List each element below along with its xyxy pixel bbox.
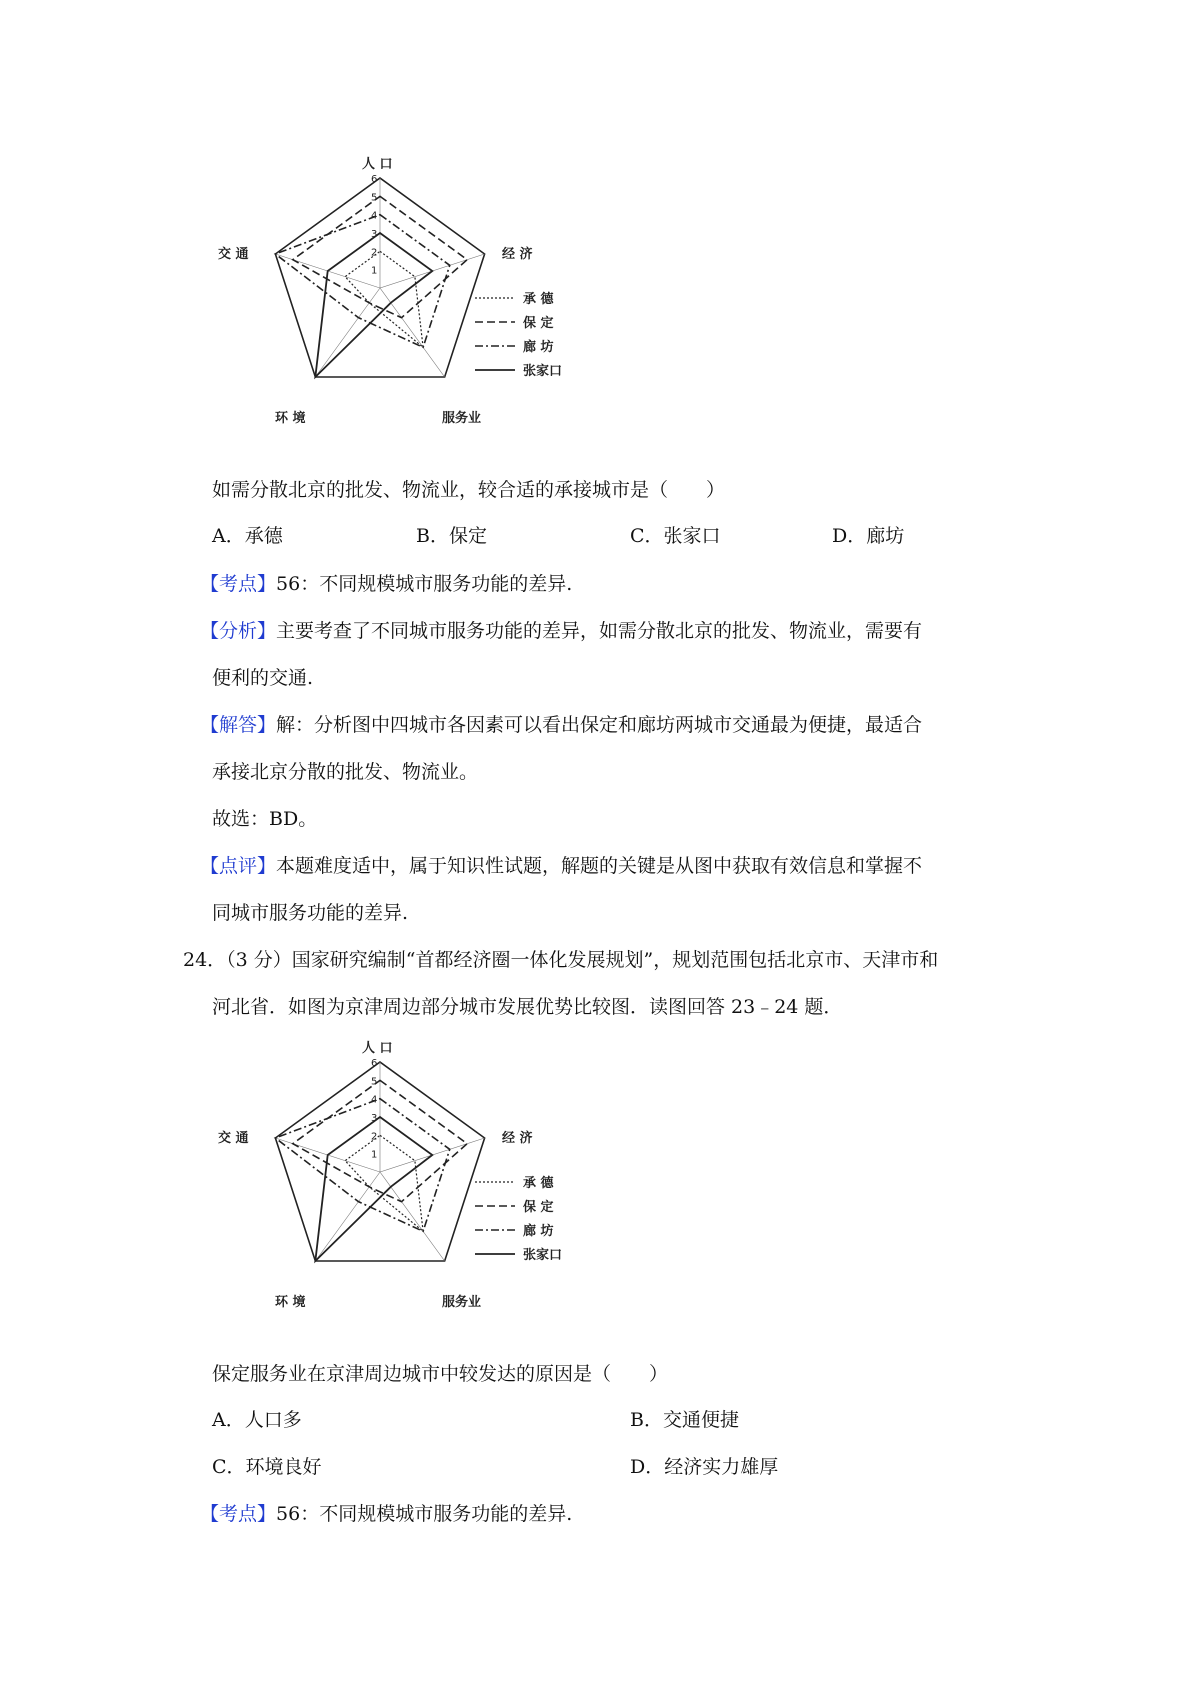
r2-legend-label-langfang: 廊 坊 [523,1224,554,1239]
jieda-tag: 解答 [219,714,258,736]
r2-legend-label-chengde: 承 德 [523,1176,554,1191]
q23-dianping-cont: 同城市服务功能的差异. [212,902,409,924]
r2-tick-3: 3 [371,1113,378,1124]
r1-axis-label-2: 服务业 [442,411,482,426]
r1-tick-3: 3 [371,229,378,240]
r1-tick-1: 1 [371,265,378,277]
kaodian-text: 56：不同规模城市服务功能的差异. [276,573,573,595]
radar-chart-1 [200,138,620,438]
q24-kaodian: 【考点】56：不同规模城市服务功能的差异. [200,1503,573,1525]
fenxi-text-1: 主要考查了不同城市服务功能的差异，如需分散北京的批发、物流业，需要有 [276,620,923,642]
q24-option-a: A．人口多 [212,1409,302,1431]
r1-series-chengde [345,251,423,347]
r1-tick-2: 2 [371,247,378,259]
r2-axis-label-4: 交 通 [218,1131,249,1146]
q23-fenxi-cont: 便利的交通. [212,667,314,689]
r2-tick-1: 1 [371,1149,378,1161]
r1-tick-4: 4 [371,210,378,222]
r2-tick-6: 6 [371,1058,378,1069]
q23-option-a: A．承德 [212,525,283,547]
q23-option-b: B．保定 [416,525,487,547]
r2-legend-label-baoding: 保 定 [523,1200,554,1215]
r1-axis-label-3: 环 境 [275,411,306,426]
q23-jieda: 【解答】解：分析图中四城市各因素可以看出保定和廊坊两城市交通最为便捷，最适合 [200,714,923,736]
r1-tick-6: 6 [371,174,378,185]
r2-axis-label-2: 服务业 [442,1295,482,1310]
q23-question: 如需分散北京的批发、物流业，较合适的承接城市是（ ） [212,479,726,501]
r2-axis-label-3: 环 境 [275,1295,306,1310]
r2-tick-4: 4 [371,1094,378,1106]
q24-question: 保定服务业在京津周边城市中较发达的原因是（ ） [212,1363,669,1385]
fenxi-tag: 分析 [219,620,258,642]
q23-jieda-cont: 承接北京分散的批发、物流业。 [212,761,479,783]
r2-tick-2: 2 [371,1131,378,1143]
q24-option-c: C．环境良好 [212,1456,322,1478]
q23-option-c: C．张家口 [630,525,721,547]
r1-tick-5: 5 [371,192,378,204]
dianping-tag: 点评 [219,855,258,877]
r1-legend-label-zhangjiakou: 张家口 [523,364,563,379]
r2-legend-label-zhangjiakou: 张家口 [523,1248,563,1263]
kaodian-tag: 考点 [219,573,258,595]
q23-option-d: D．廊坊 [832,525,905,547]
q23-dianping: 【点评】本题难度适中，属于知识性试题，解题的关键是从图中获取有效信息和掌握不 [200,855,923,877]
r2-axis-label-0: 人 口 [362,1041,393,1056]
q24-stem-2: 河北省．如图为京津周边部分城市发展优势比较图．读图回答 23﹣24 题． [212,996,843,1018]
r1-legend-label-langfang: 廊 坊 [523,340,554,355]
r1-axis-label-1: 经 济 [502,247,533,262]
q23-fenxi: 【分析】主要考查了不同城市服务功能的差异，如需分散北京的批发、物流业，需要有 [200,620,923,642]
dianping-text-1: 本题难度适中，属于知识性试题，解题的关键是从图中获取有效信息和掌握不 [276,855,923,877]
q24-option-b: B．交通便捷 [630,1409,739,1431]
radar-svg-2 [200,1022,620,1322]
r2-axis-label-1: 经 济 [502,1131,533,1146]
q23-kaodian: 【考点】56：不同规模城市服务功能的差异. [200,573,573,595]
r1-axis-label-0: 人 口 [362,157,393,172]
q24-kaodian-tag: 考点 [219,1503,258,1525]
r1-legend-label-chengde: 承 德 [523,292,554,307]
r2-tick-5: 5 [371,1076,378,1088]
q24-kaodian-text: 56：不同规模城市服务功能的差异. [276,1503,573,1525]
r1-legend-label-baoding: 保 定 [523,316,554,331]
r2-series-chengde [345,1135,423,1231]
r1-axis-label-4: 交 通 [218,247,249,262]
radar-chart-2 [200,1022,620,1322]
q23-answer: 故选：BD。 [212,808,318,830]
q24-stem-1: 24．（3 分）国家研究编制“首都经济圈一体化发展规划”，规划范围包括北京市、天津市和 [183,949,939,971]
radar-svg-1 [200,138,620,438]
q24-option-d: D．经济实力雄厚 [630,1456,779,1478]
jieda-text-1: 解：分析图中四城市各因素可以看出保定和廊坊两城市交通最为便捷，最适合 [276,714,923,736]
